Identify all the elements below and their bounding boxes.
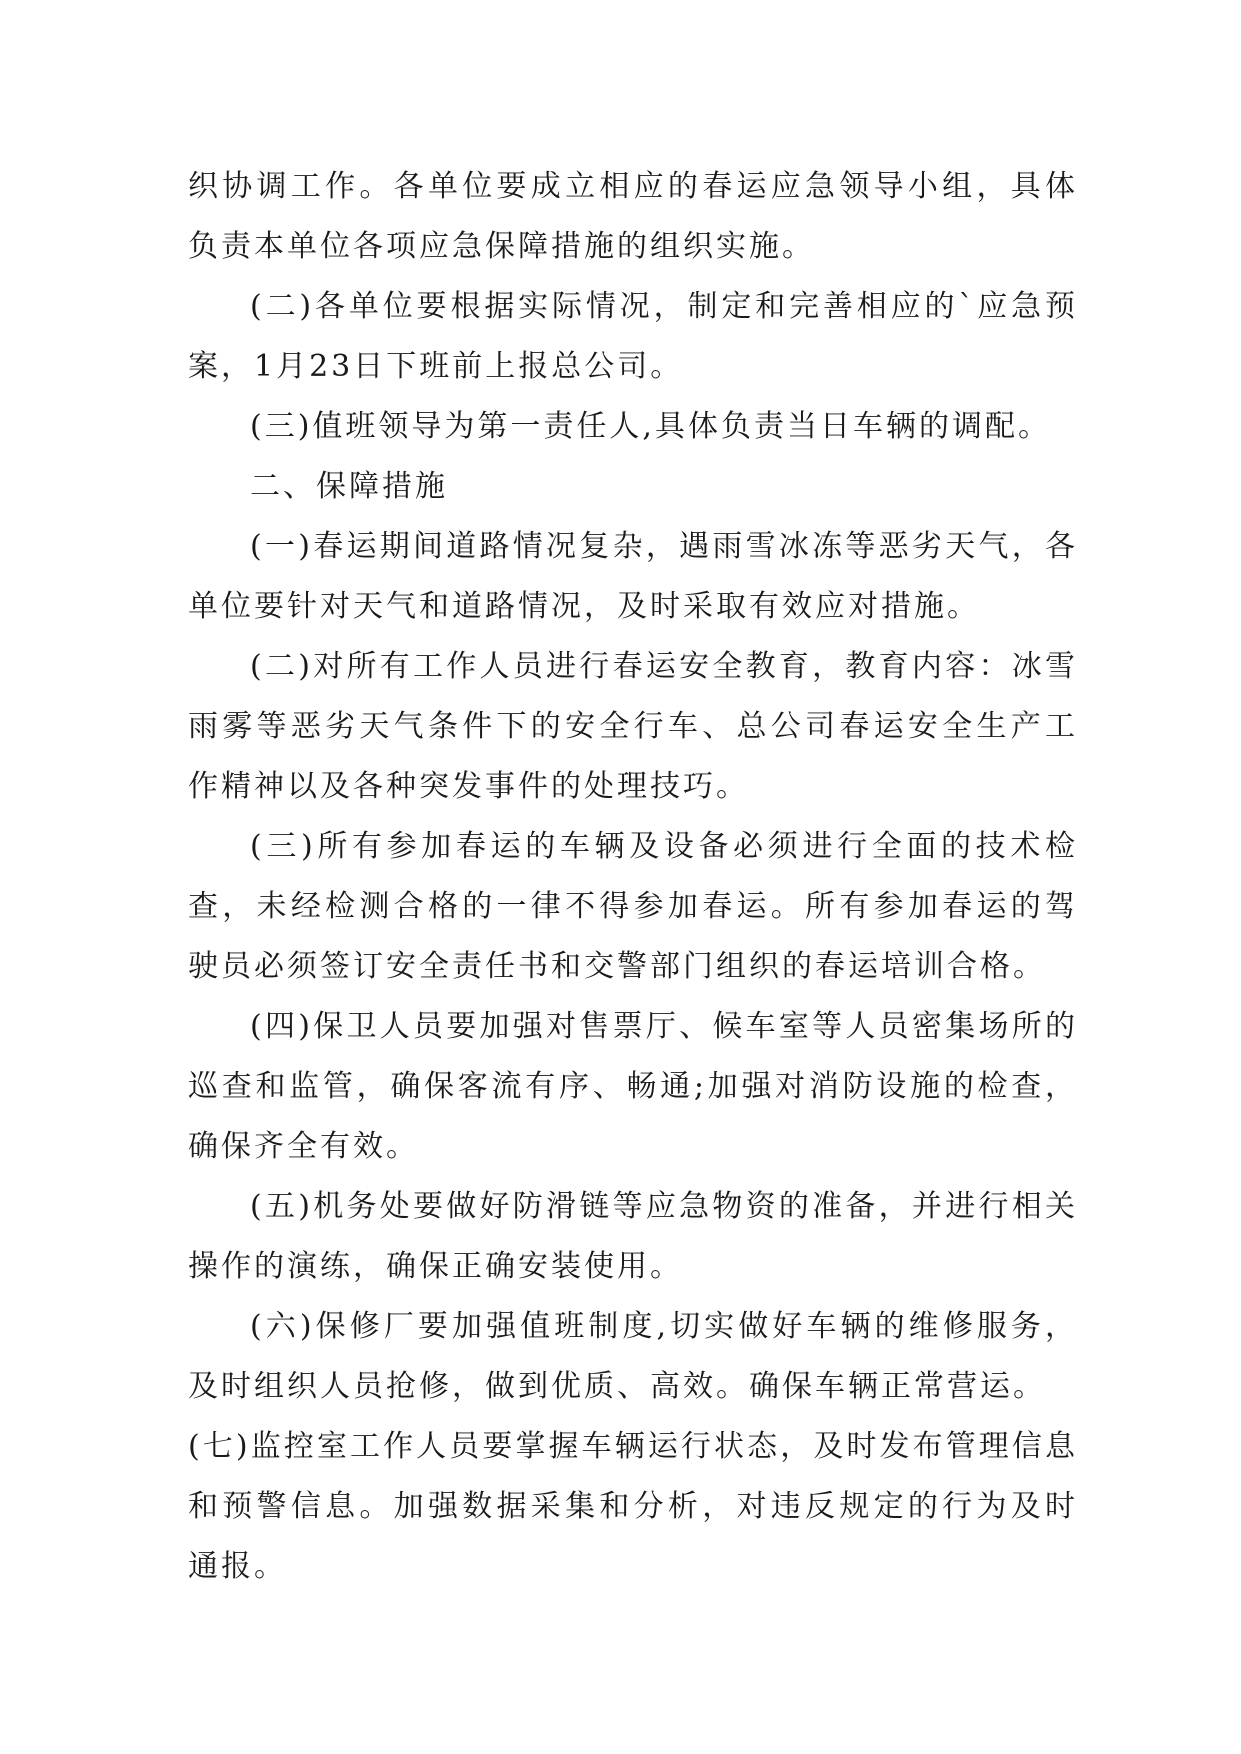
paragraph-7: (三)所有参加春运的车辆及设备必须进行全面的技术检查，未经检测合格的一律不得参加春运。所有参加春运的驾驶员必须签订安全责任书和交警部门组织的春运培训合格。 — [188, 829, 1078, 984]
paragraph-3: (三)值班领导为第一责任人,具体负责当日车辆的调配。 — [250, 409, 1051, 444]
paragraph-2: (二)各单位要根据实际情况，制定和完善相应的`应急预案，1月23日下班前上报总公司。 — [188, 289, 1078, 384]
paragraph-10: (六)保修厂要加强值班制度,切实做好车辆的维修服务，及时组织人员抢修，做到优质、高效。确保车辆正常营运。 — [188, 1309, 1078, 1404]
paragraph-11: (七)监控室工作人员要掌握车辆运行状态，及时发布管理信息和预警信息。加强数据采集和分析，对违反规定的行为及时通报。 — [188, 1429, 1078, 1584]
paragraph-5: (一)春运期间道路情况复杂，遇雨雪冰冻等恶劣天气，各单位要针对天气和道路情况，及时采取有效应对措施。 — [188, 529, 1078, 624]
document-body — [188, 157, 1078, 1597]
paragraph-6: (二)对所有工作人员进行春运安全教育，教育内容：冰雪雨雾等恶劣天气条件下的安全行车、总公司春运安全生产工作精神以及各种突发事件的处理技巧。 — [188, 649, 1078, 804]
section-heading: 二、保障措施 — [250, 469, 448, 504]
paragraph-9: (五)机务处要做好防滑链等应急物资的准备，并进行相关操作的演练，确保正确安装使用。 — [188, 1189, 1078, 1284]
paragraph-1: 织协调工作。各单位要成立相应的春运应急领导小组，具体负责本单位各项应急保障措施的组织实施。 — [188, 169, 1078, 264]
paragraph-8: (四)保卫人员要加强对售票厅、候车室等人员密集场所的巡查和监管，确保客流有序、畅通;加强对消防设施的检查，确保齐全有效。 — [188, 1009, 1078, 1164]
